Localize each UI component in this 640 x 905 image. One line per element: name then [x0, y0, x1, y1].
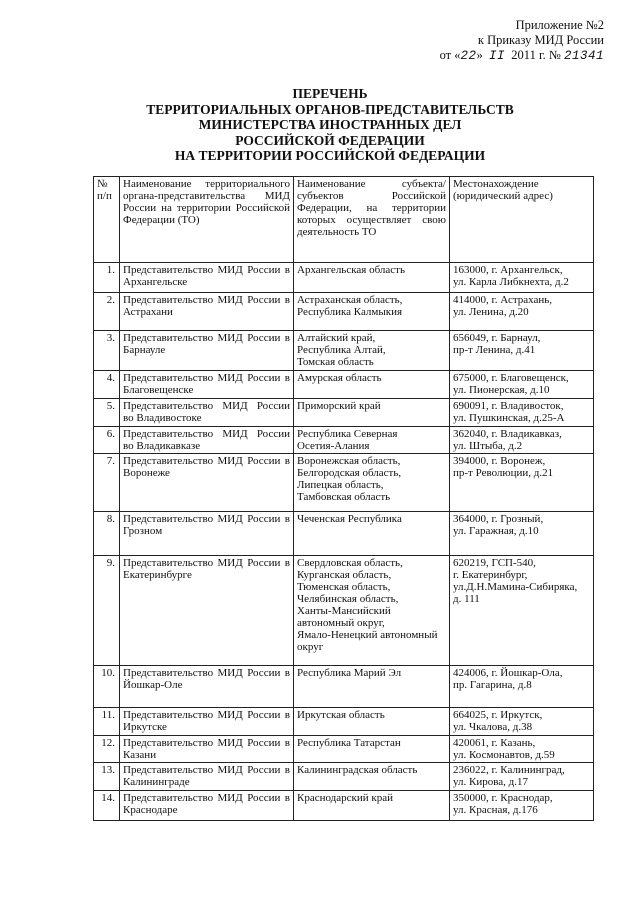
row-number: 11.	[94, 708, 120, 736]
row-subjects: Приморский край	[294, 399, 450, 427]
offices-table	[93, 176, 594, 821]
row-number: 5.	[94, 399, 120, 427]
table-header-row	[94, 177, 594, 263]
row-subjects: Иркутская область	[294, 708, 450, 736]
row-office-name: Представительство МИД России во Владивостоке	[120, 399, 294, 427]
row-subjects: Алтайский край, Республика Алтай, Томская область	[294, 331, 450, 371]
row-subjects: Архангельская область	[294, 263, 450, 293]
title-line-1: ПЕРЕЧЕНЬ	[292, 86, 368, 101]
header-name: Наименование территориального органа-представительства МИД России на территории Российской Федерации (ТО)	[120, 177, 294, 263]
table-row	[94, 708, 594, 736]
row-office-name: Представительство МИД России в Краснодаре	[120, 791, 294, 821]
row-address: 690091, г. Владивосток, ул. Пушкинская, д.25-А	[450, 399, 594, 427]
row-office-name: Представительство МИД России в Архангельске	[120, 263, 294, 293]
row-subjects: Республика Северная Осетия-Алания	[294, 427, 450, 454]
row-office-name: Представительство МИД России в Грозном	[120, 512, 294, 556]
table-row	[94, 736, 594, 763]
row-number: 12.	[94, 736, 120, 763]
row-number: 10.	[94, 666, 120, 708]
row-number: 9.	[94, 556, 120, 666]
table-row	[94, 512, 594, 556]
row-address: 664025, г. Иркутск, ул. Чкалова, д.38	[450, 708, 594, 736]
order-number: 21341	[563, 49, 604, 63]
row-office-name: Представительство МИД России в Иркутске	[120, 708, 294, 736]
row-address: 236022, г. Калининград, ул. Кирова, д.17	[450, 763, 594, 791]
row-address: 362040, г. Владикавказ, ул. Штыба, д.2	[450, 427, 594, 454]
row-subjects: Чеченская Республика	[294, 512, 450, 556]
appendix-line-1: Приложение №2	[515, 18, 604, 32]
table-row	[94, 791, 594, 821]
row-subjects: Воронежская область, Белгородская область, Липецкая область, Тамбовская область	[294, 454, 450, 512]
table-row	[94, 427, 594, 454]
row-address: 656049, г. Барнаул, пр-т Ленина, д.41	[450, 331, 594, 371]
appendix-date-line	[440, 48, 604, 64]
title-line-4: РОССИЙСКОЙ ФЕДЕРАЦИИ	[235, 132, 425, 148]
title-line-3: МИНИСТЕРСТВА ИНОСТРАННЫХ ДЕЛ	[198, 117, 462, 132]
row-number: 7.	[94, 454, 120, 512]
row-number: 13.	[94, 763, 120, 791]
row-office-name: Представительство МИД России в Воронеже	[120, 454, 294, 512]
row-office-name: Представительство МИД России в Казани	[120, 736, 294, 763]
appendix-line-2: к Приказу МИД России	[477, 33, 604, 47]
row-office-name: Представительство МИД России в Екатеринбурге	[120, 556, 294, 666]
row-number: 3.	[94, 331, 120, 371]
row-number: 14.	[94, 791, 120, 821]
table-row	[94, 763, 594, 791]
header-address: Местонахождение (юридический адрес)	[450, 177, 594, 263]
row-office-name: Представительство МИД России в Йошкар-Оле	[120, 666, 294, 708]
row-subjects: Краснодарский край	[294, 791, 450, 821]
header-subjects: Наименование субъекта/субъектов Российской Федерации, на территории которых осуществляет свою деятельность ТО	[294, 177, 450, 263]
row-office-name: Представительство МИД России в Благовещенске	[120, 371, 294, 399]
row-office-name: Представительство МИД России в Астрахани	[120, 293, 294, 331]
row-address: 163000, г. Архангельск, ул. Карла Либкнехта, д.2	[450, 263, 594, 293]
row-address: 364000, г. Грозный, ул. Гаражная, д.10	[450, 512, 594, 556]
table-row	[94, 666, 594, 708]
row-subjects: Республика Татарстан	[294, 736, 450, 763]
row-address: 414000, г. Астрахань, ул. Ленина, д.20	[450, 293, 594, 331]
document-title	[60, 86, 600, 164]
date-prefix: от «	[439, 48, 461, 62]
row-subjects: Республика Марий Эл	[294, 666, 450, 708]
title-line-2: ТЕРРИТОРИАЛЬНЫХ ОРГАНОВ-ПРЕДСТАВИТЕЛЬСТВ	[146, 101, 514, 117]
row-number: 4.	[94, 371, 120, 399]
row-office-name: Представительство МИД России во Владикавказе	[120, 427, 294, 454]
row-subjects: Калининградская область	[294, 763, 450, 791]
offices-table-container	[93, 176, 594, 821]
row-address: 675000, г. Благовещенск, ул. Пионерская, д.10	[450, 371, 594, 399]
row-subjects: Амурская область	[294, 371, 450, 399]
row-office-name: Представительство МИД России в Калининграде	[120, 763, 294, 791]
date-year: 2011 г. №	[511, 48, 561, 62]
table-row	[94, 454, 594, 512]
date-month: II	[489, 49, 506, 63]
row-address: 350000, г. Краснодар, ул. Красная, д.176	[450, 791, 594, 821]
title-line-5: НА ТЕРРИТОРИИ РОССИЙСКОЙ ФЕДЕРАЦИИ	[174, 148, 486, 163]
table-row	[94, 556, 594, 666]
table-row	[94, 293, 594, 331]
row-address: 394000, г. Воронеж, пр-т Революции, д.21	[450, 454, 594, 512]
row-address: 424006, г. Йошкар-Ола, пр. Гагарина, д.8	[450, 666, 594, 708]
row-number: 1.	[94, 263, 120, 293]
table-row	[94, 263, 594, 293]
date-day: 22	[460, 49, 477, 63]
row-subjects: Свердловская область, Курганская область, Тюменская область, Челябинская область, Ханты-Мансийский автономный округ, Ямало-Ненецкий автономный округ	[294, 556, 450, 666]
header-num: № п/п	[94, 177, 120, 263]
appendix-block	[440, 18, 604, 64]
row-number: 8.	[94, 512, 120, 556]
row-office-name: Представительство МИД России в Барнауле	[120, 331, 294, 371]
row-address: 620219, ГСП-540, г. Екатеринбург, ул.Д.Н.Мамина-Сибиряка, д. 111	[450, 556, 594, 666]
row-subjects: Астраханская область, Республика Калмыкия	[294, 293, 450, 331]
table-row	[94, 399, 594, 427]
row-number: 2.	[94, 293, 120, 331]
table-row	[94, 371, 594, 399]
table-row	[94, 331, 594, 371]
row-address: 420061, г. Казань, ул. Космонавтов, д.59	[450, 736, 594, 763]
row-number: 6.	[94, 427, 120, 454]
date-quote: »	[476, 48, 483, 62]
